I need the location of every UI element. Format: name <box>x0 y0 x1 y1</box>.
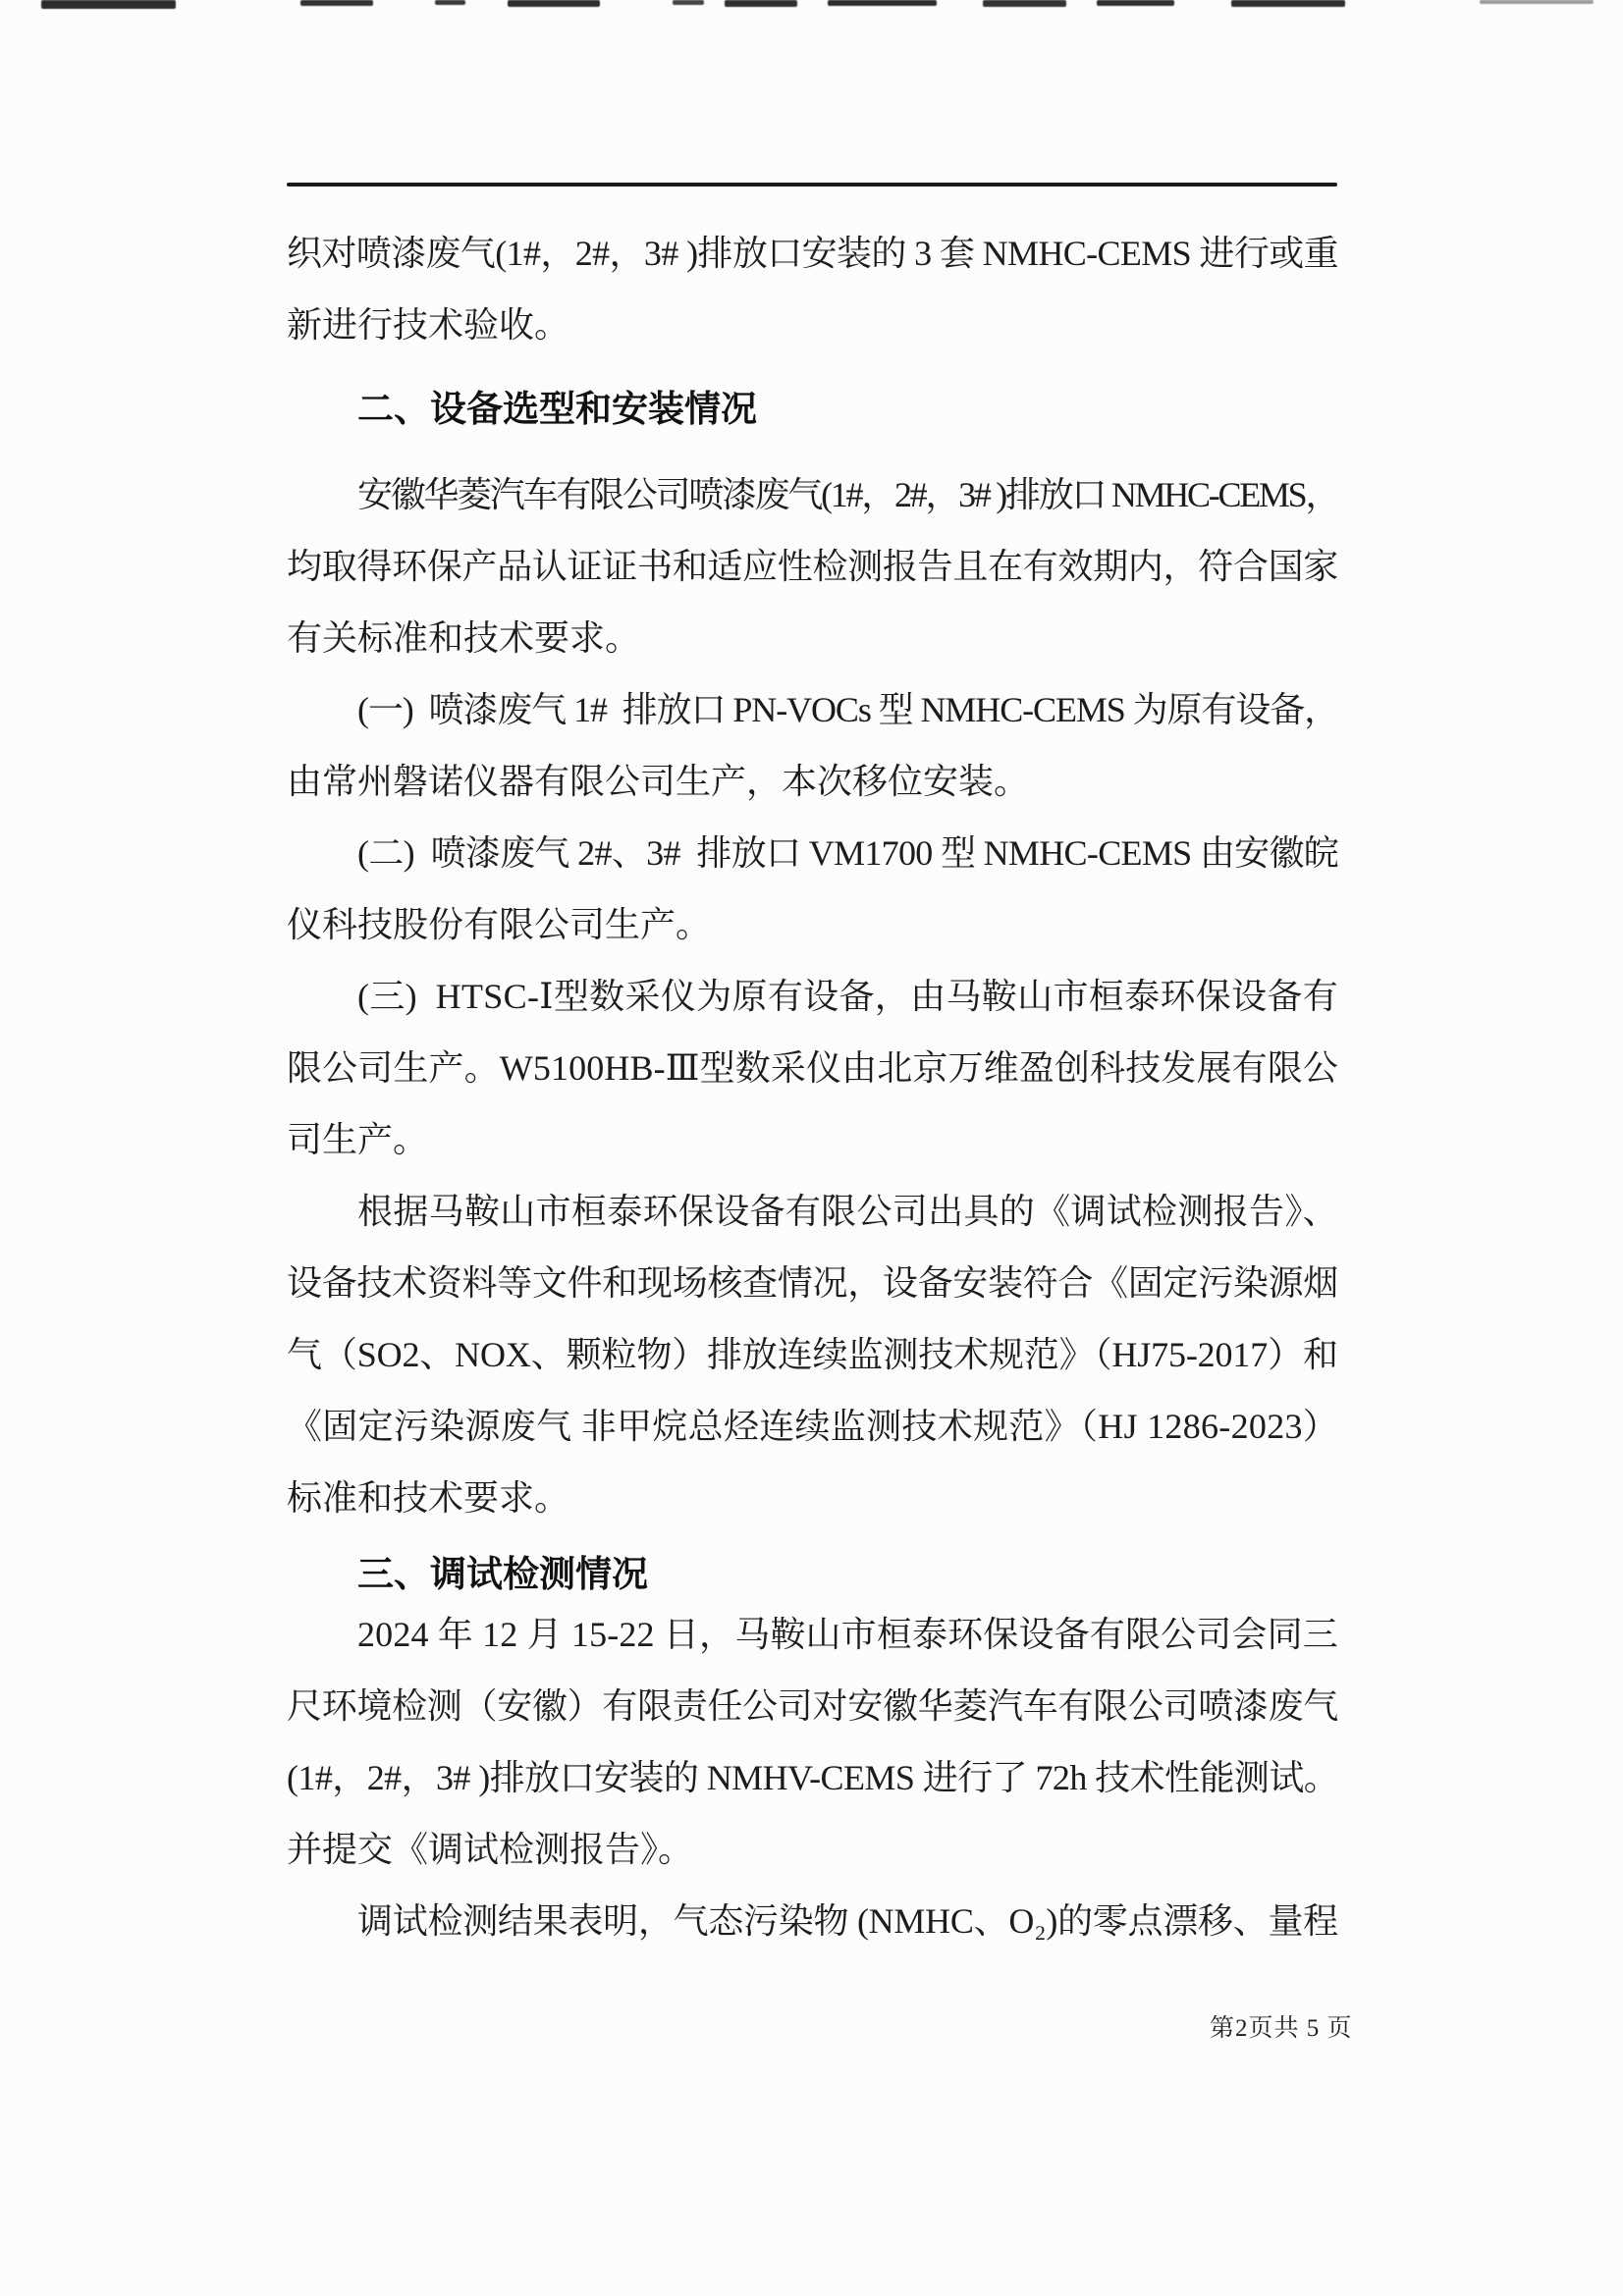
text-line: 尺环境检测（安徽）有限责任公司对安徽华菱汽车有限公司喷漆废气 <box>287 1686 1339 1726</box>
text-line: 2024 年 12 月 15-22 日，马鞍山市桓泰环保设备有限公司会同三 <box>357 1615 1338 1654</box>
scan-artifact <box>1480 0 1594 4</box>
text-line: 由常州磐诺仪器有限公司生产，本次移位安装。 <box>287 762 1030 801</box>
scan-artifact <box>300 0 373 6</box>
scan-artifact <box>828 0 937 6</box>
text-line: 有关标准和技术要求。 <box>287 618 641 658</box>
text-line: 均取得环保产品认证证书和适应性检测报告且在有效期内，符合国家 <box>287 547 1339 586</box>
scan-artifact <box>983 0 1066 7</box>
scan-artifact <box>508 0 600 7</box>
scan-artifact <box>41 0 176 9</box>
section-heading: 三、调试检测情况 <box>357 1554 648 1594</box>
text-line: (二) 喷漆废气 2#、3# 排放口 VM1700 型 NMHC-CEMS 由安徽皖 <box>357 833 1339 873</box>
scan-artifact <box>1231 0 1345 7</box>
text-line: (一) 喷漆废气 1# 排放口 PN-VOCs 型 NMHC-CEMS 为原有设备， <box>357 690 1339 729</box>
document-body <box>287 218 1338 1957</box>
text-line: 气（SO2、NOX、颗粒物）排放连续监测技术规范》（HJ75-2017）和 <box>287 1335 1338 1374</box>
text-line: 调试检测结果表明，气态污染物 (NMHC、O₂)的零点漂移、量程 <box>357 1901 1338 1941</box>
text-line: 司生产。 <box>287 1120 429 1159</box>
text-line: 根据马鞍山市桓泰环保设备有限公司出具的《调试检测报告》、 <box>357 1192 1338 1231</box>
page-number: 第2页共 5 页 <box>1210 2015 1353 2042</box>
text-line: 新进行技术验收。 <box>287 305 570 345</box>
text-line: (三) HTSC-Ⅰ型数采仪为原有设备，由马鞍山市桓泰环保设备有 <box>357 977 1339 1016</box>
scan-artifact <box>673 0 704 5</box>
section-heading: 二、设备选型和安装情况 <box>357 389 757 429</box>
text-line: 设备技术资料等文件和现场核查情况，设备安装符合《固定污染源烟 <box>287 1263 1339 1303</box>
text-line: 并提交《调试检测报告》。 <box>287 1830 694 1869</box>
scan-artifact <box>435 0 465 5</box>
scan-artifact <box>725 0 797 7</box>
text-line: 限公司生产。W5100HB-Ⅲ型数采仪由北京万维盈创科技发展有限公 <box>287 1048 1338 1088</box>
text-line: 仪科技股份有限公司生产。 <box>287 905 712 944</box>
text-line: 《固定污染源废气 非甲烷总烃连续监测技术规范》（HJ 1286-2023） <box>287 1407 1339 1446</box>
text-line: 安徽华菱汽车有限公司喷漆废气(1#，2#，3# )排放口 NMHC-CEMS， <box>357 475 1339 514</box>
scan-artifact <box>1097 0 1174 6</box>
header-divider-line <box>287 183 1337 187</box>
text-line: (1#，2#，3# )排放口安装的 NMHV-CEMS 进行了 72h 技术性能测试。 <box>287 1758 1339 1797</box>
scan-noise-strip <box>0 0 1623 14</box>
text-line: 织对喷漆废气(1#，2#，3# )排放口安装的 3 套 NMHC-CEMS 进行或重 <box>287 234 1338 273</box>
text-line: 标准和技术要求。 <box>287 1478 570 1518</box>
